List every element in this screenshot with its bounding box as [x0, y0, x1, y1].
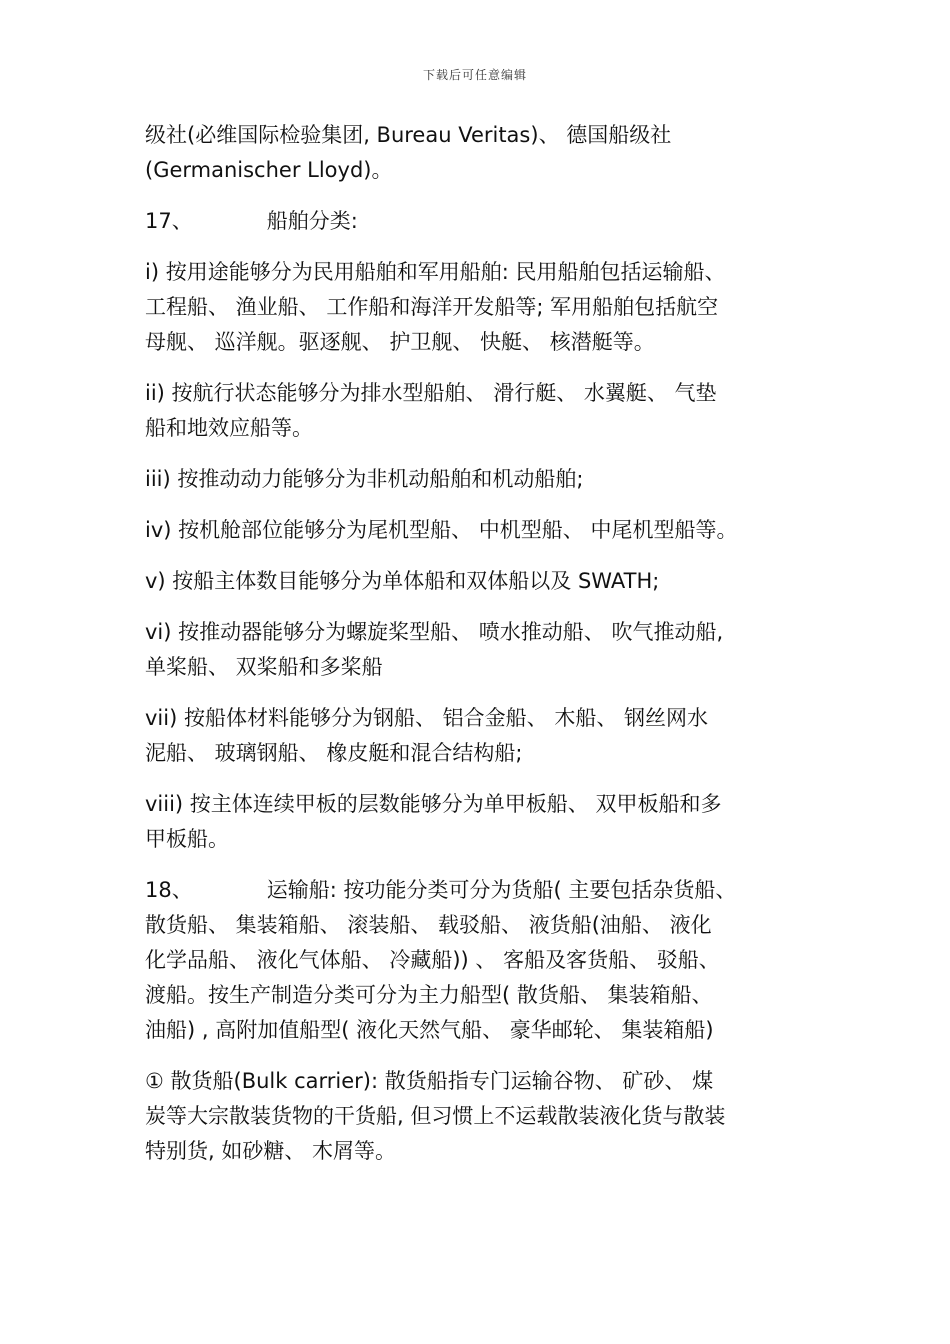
text-line: 散货船、 集装箱船、 滚装船、 载驳船、 液货船(油船、 液化	[145, 913, 712, 937]
text-line: 渡船。按生产制造分类可分为主力船型( 散货船、 集装箱船、	[145, 983, 713, 1007]
text-line: 炭等大宗散装货物的干货船, 但习惯上不运载散装液化货与散装	[145, 1104, 726, 1128]
text-line: vi) 按推动器能够分为螺旋桨型船、 喷水推动船、 吹气推动船,	[145, 620, 724, 644]
paragraph-by-engine-room	[145, 513, 810, 548]
paragraph-by-hull-material	[145, 701, 810, 771]
text-line: 甲板船。	[145, 827, 229, 851]
section-title: 船舶分类:	[266, 209, 358, 233]
section-number: 18、	[145, 878, 193, 902]
text-line: i) 按用途能够分为民用船舶和军用船舶: 民用船舶包括运输船、	[145, 260, 726, 284]
paragraph-by-propulsion-power	[145, 462, 810, 497]
text-line: 船和地效应船等。	[145, 416, 313, 440]
section-18-transport-ships	[145, 873, 810, 1048]
section-17-heading	[145, 204, 810, 239]
text-line: 特别货, 如砂糖、 木屑等。	[145, 1139, 397, 1163]
text-line: 化学品船、 液化气体船、 冷藏船)) 、 客船及客货船、 驳船、	[145, 948, 720, 972]
text-line: ① 散货船(Bulk carrier): 散货船指专门运输谷物、 矿砂、 煤	[145, 1069, 714, 1093]
page-header: 下载后可任意编辑	[422, 68, 527, 82]
text-line: iii) 按推动动力能够分为非机动船舶和机动船舶;	[145, 467, 584, 491]
text-line: 单桨船、 双桨船和多桨船	[145, 655, 383, 679]
text-line: 工程船、 渔业船、 工作船和海洋开发船等; 军用船舶包括航空	[145, 295, 719, 319]
paragraph-bulk-carrier	[145, 1064, 810, 1169]
paragraph-classification-societies	[145, 118, 810, 188]
document-body	[145, 118, 810, 1185]
text-line: (Germanischer Lloyd)。	[145, 158, 393, 182]
text-line: 母舰、 巡洋舰。驱逐舰、 护卫舰、 快艇、 核潜艇等。	[145, 330, 655, 354]
paragraph-by-purpose	[145, 255, 810, 360]
text-line: iv) 按机舱部位能够分为尾机型船、 中机型船、 中尾机型船等。	[145, 518, 738, 542]
section-number: 17、	[145, 209, 193, 233]
paragraph-by-propeller	[145, 615, 810, 685]
text-line: 运输船: 按功能分类可分为货船( 主要包括杂货船、	[266, 878, 737, 902]
text-line: 级社(必维国际检验集团, Bureau Veritas)、 德国船级社	[145, 123, 672, 147]
text-line: ii) 按航行状态能够分为排水型船舶、 滑行艇、 水翼艇、 气垫	[145, 381, 717, 405]
text-line: v) 按船主体数目能够分为单体船和双体船以及 SWATH;	[145, 569, 660, 593]
paragraph-by-navigation-state	[145, 376, 810, 446]
text-line: 油船) , 高附加值船型( 液化天然气船、 豪华邮轮、 集装箱船)	[145, 1018, 714, 1042]
text-line: vii) 按船体材料能够分为钢船、 铝合金船、 木船、 钢丝网水	[145, 706, 708, 730]
paragraph-by-hull-count	[145, 564, 810, 599]
paragraph-by-deck-count	[145, 787, 810, 857]
text-line: viii) 按主体连续甲板的层数能够分为单甲板船、 双甲板船和多	[145, 792, 722, 816]
text-line: 泥船、 玻璃钢船、 橡皮艇和混合结构船;	[145, 741, 523, 765]
